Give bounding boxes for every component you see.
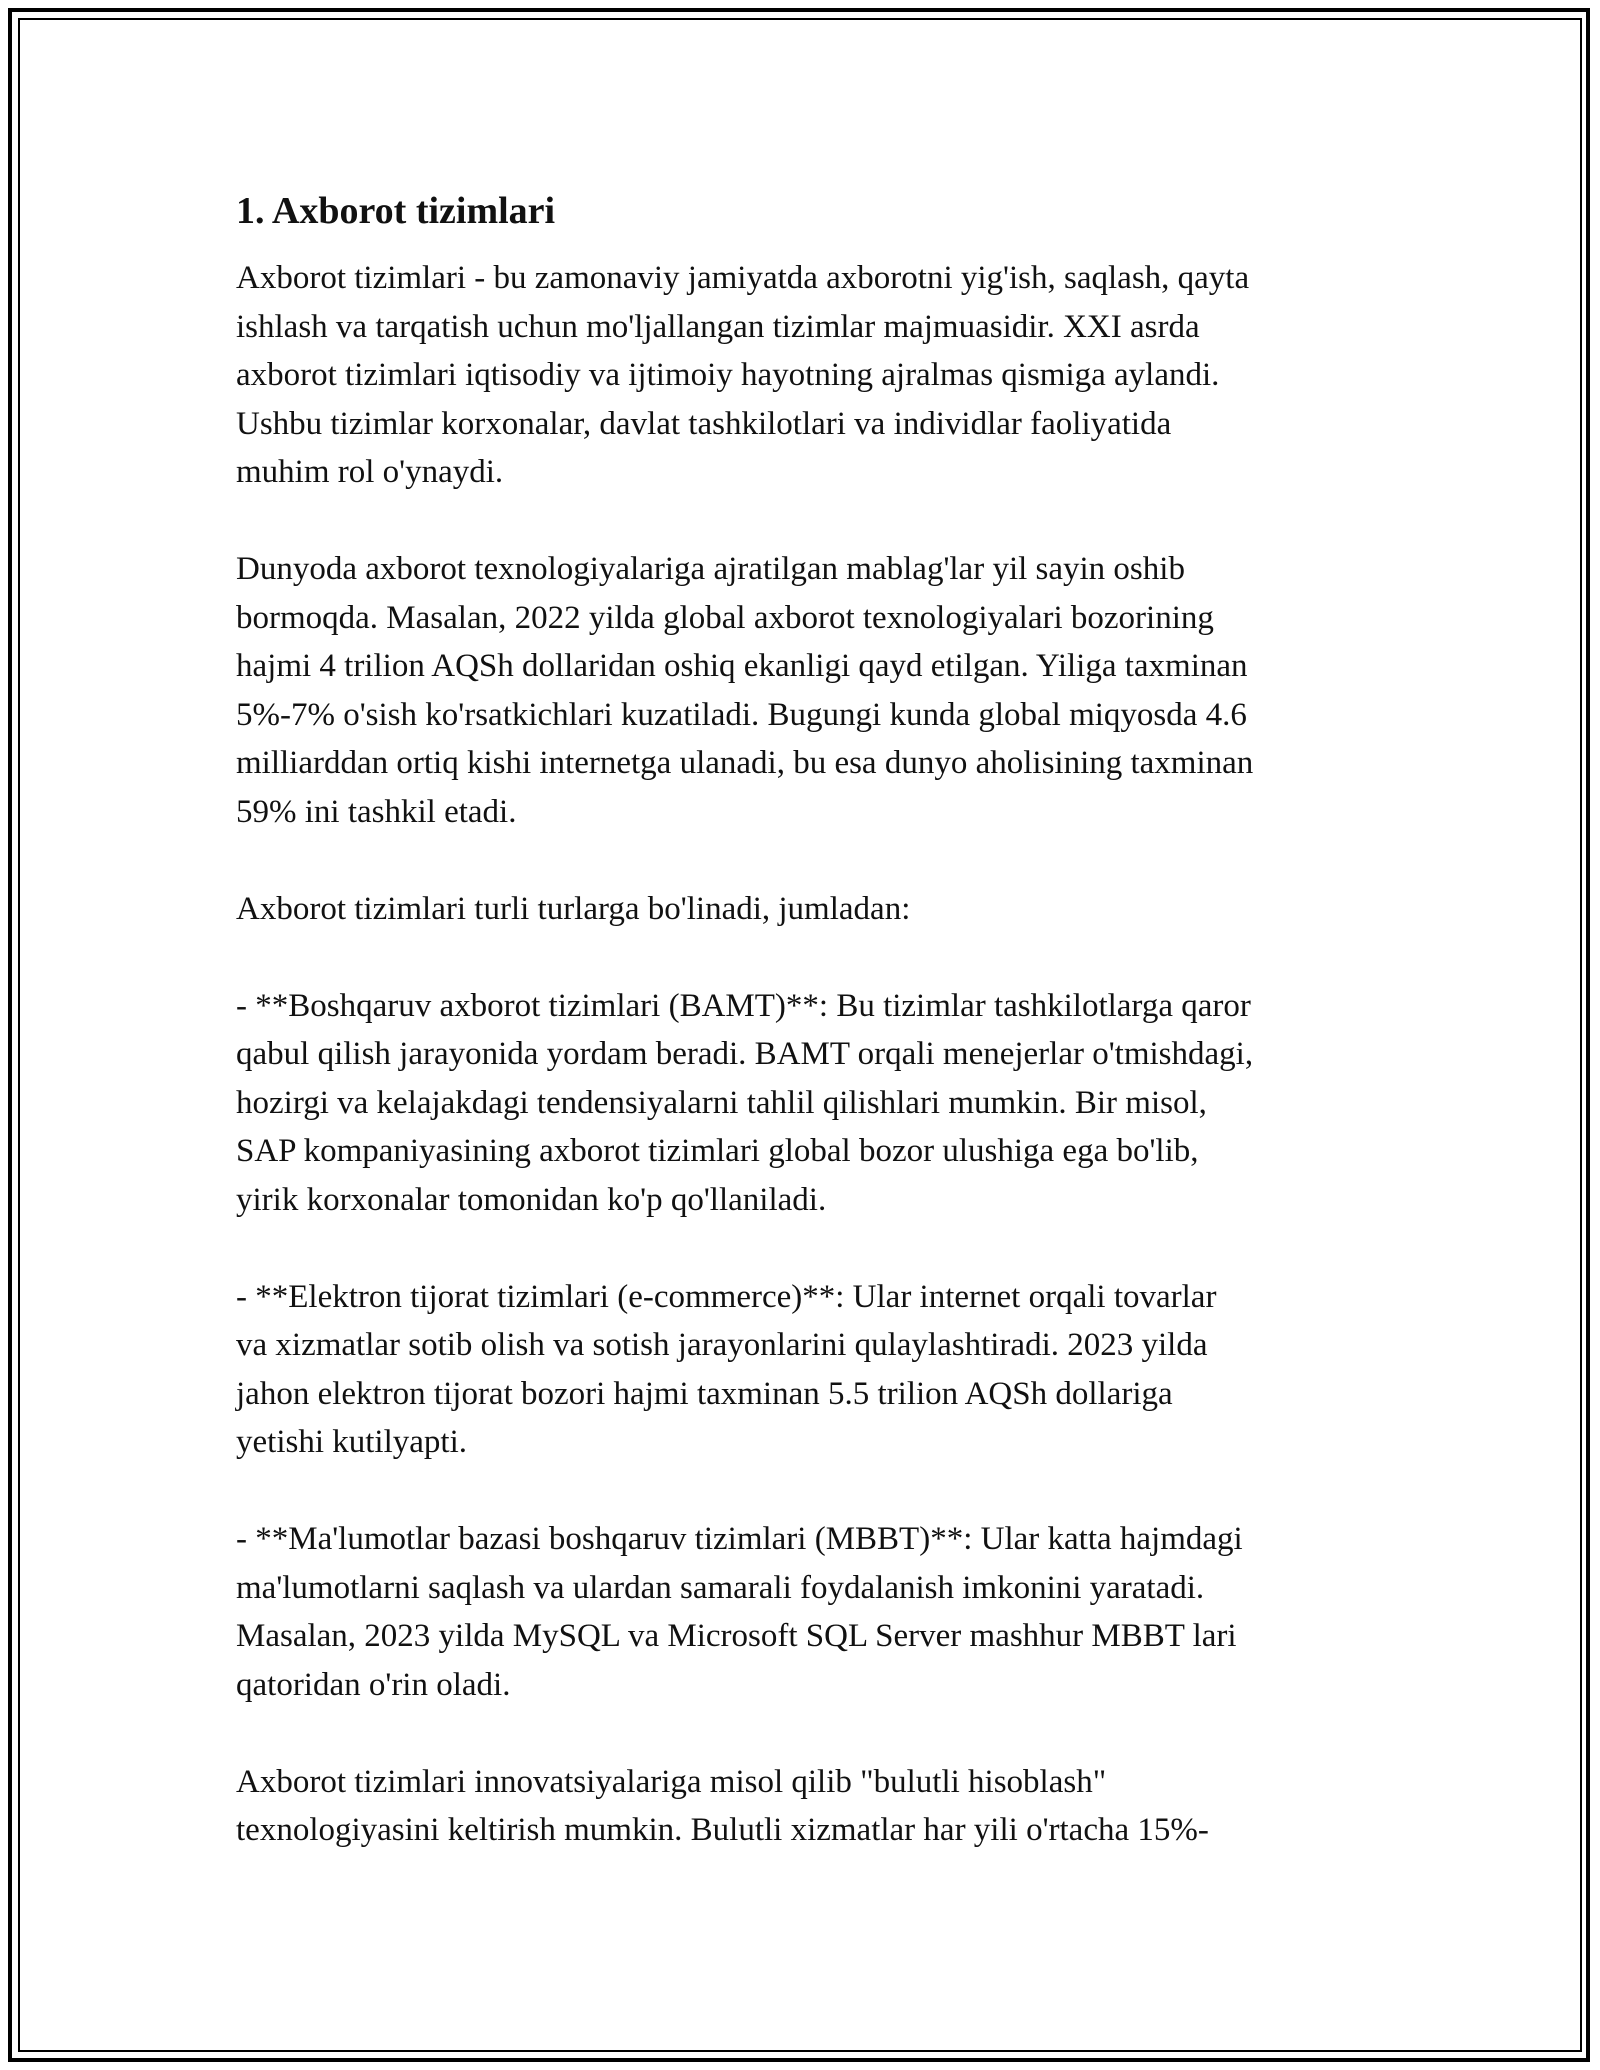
document-body — [236, 186, 1386, 1855]
paragraph-types-intro: Axborot tizimlari turli turlarga bo'linadi, jumladan: — [236, 890, 911, 927]
paragraph-market-stats: Dunyoda axborot texnologiyalariga ajratilgan mablag'lar yil sayin oshib bormoqda. Masalan, 2022 yilda global axborot texnologiyalari bozorining hajmi 4 trilion AQSh dollaridan oshiq ekanligi qayd etilgan. Yiliga taxminan 5%-7% o'sish ko'rsatkichlari kuzatiladi. Bugungi kunda global miqyosda 4.6 milliarddan ortiq kishi internetga ulanadi, bu esa dunyo aholisining taxminan 59% ini tashkil etadi. — [236, 551, 1254, 830]
list-item-ecommerce: - **Elektron tijorat tizimlari (e-commerce)**: Ular internet orqali tovarlar va xizmatlar sotib olish va sotish jarayonlarini qulaylashtiradi. 2023 yilda jahon elektron tijorat bozori hajmi taxminan 5.5 trilion AQSh dollariga yetishi kutilyapti. — [236, 1278, 1217, 1460]
list-item-bamt: - **Boshqaruv axborot tizimlari (BAMT)**: Bu tizimlar tashkilotlarga qaror qabul qilish jarayonida yordam beradi. BAMT orqali menejerlar o'tmishdagi, hozirgi va kelajakdagi tendensiyalarni tahlil qilishlari mumkin. Bir misol, SAP kompaniyasining axborot tizimlari global bozor ulushiga ega bo'lib, yirik korxonalar tomonidan ko'p qo'llaniladi. — [236, 987, 1254, 1218]
section-heading: 1. Axborot tizimlari — [236, 190, 556, 232]
paragraph-cloud: Axborot tizimlari innovatsiyalariga misol qilib "bulutli hisoblash" texnologiyasini keltirish mumkin. Bulutli xizmatlar har yili o'rtacha 15%- — [236, 1763, 1209, 1848]
list-item-mbbt: - **Ma'lumotlar bazasi boshqaruv tizimlari (MBBT)**: Ular katta hajmdagi ma'lumotlarni saqlash va ulardan samarali foydalanish imkonini yaratadi. Masalan, 2023 yilda MySQL va Microsoft SQL Server mashhur MBBT lari qatoridan o'rin oladi. — [236, 1521, 1243, 1703]
paragraph-intro: Axborot tizimlari - bu zamonaviy jamiyatda axborotni yig'ish, saqlash, qayta ishlash va tarqatish uchun mo'ljallangan tizimlar majmuasidir. XXI asrda axborot tizimlari iqtisodiy va ijtimoiy hayotning ajralmas qismiga aylandi. Ushbu tizimlar korxonalar, davlat tashkilotlari va individlar faoliyatida muhim rol o'ynaydi. — [236, 260, 1250, 490]
